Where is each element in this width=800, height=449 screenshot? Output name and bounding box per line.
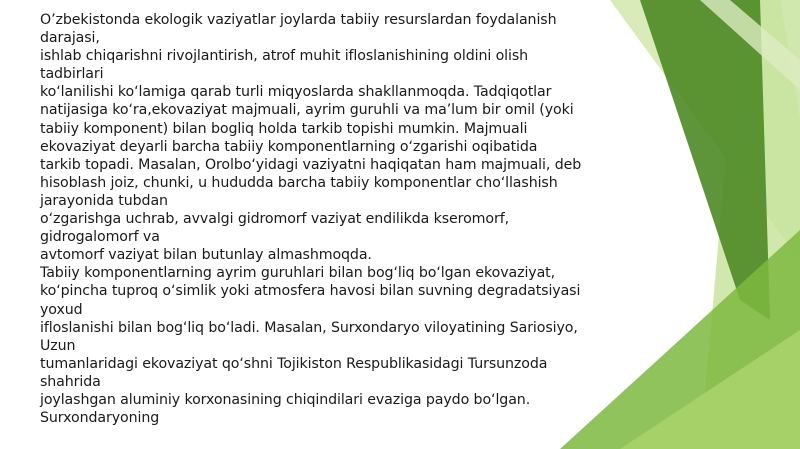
text-line: tabiiy komponent) bilan bogliq holda tarkib topishi mumkin. Majmuali: [40, 120, 528, 137]
text-line: joylashgan aluminiy korxonasining chiqindilari evaziga paydo bo‘lgan.: [40, 391, 531, 408]
text-line: shahrida: [40, 373, 101, 390]
text-line: jarayonida tubdan: [40, 192, 168, 209]
text-line: o‘zgarishga uchrab, avvalgi gidromorf vaziyat endilikda kseromorf,: [40, 211, 510, 228]
text-line: natijasiga ko‘ra,ekovaziyat majmuali, ayrim guruhli va ma’lum bir omil (yoki: [40, 102, 574, 119]
text-line: gidrogalomorf va: [40, 229, 160, 246]
text-line: Surxondaryoning: [40, 410, 160, 427]
text-line: Tabiiy komponentlarning ayrim guruhlari bilan bog‘liq bo‘lgan ekovaziyat,: [40, 265, 556, 282]
text-line: ekovaziyat deyarli barcha tabiiy komponentlarning o‘zgarishi oqibatida: [40, 138, 538, 155]
text-line: tumanlaridagi ekovaziyat qo‘shni Tojikiston Respublikasidagi Tursunzoda: [40, 355, 548, 372]
slide-body-text: [40, 11, 625, 427]
text-line: avtomorf vaziyat bilan butunlay almashmoqda.: [40, 247, 372, 264]
decor-shape-dark-wedge: [640, 0, 770, 320]
text-line: tadbirlari: [40, 66, 104, 83]
text-line: ishlab chiqarishni rivojlantirish, atrof muhit ifloslanishining oldini olish: [40, 48, 529, 65]
text-line: ko‘pincha tuproq o‘simlik yoki atmosfera havosi bilan suvning degradatsiyasi: [40, 283, 581, 300]
text-line: tarkib topadi. Masalan, Orolbo‘yidagi vaziyatni haqiqatan ham majmuali, deb: [40, 156, 582, 173]
text-line: O’zbekistonda ekologik vaziyatlar joylarda tabiiy resurslardan foydalanish: [40, 12, 557, 28]
text-line: yoxud: [40, 301, 83, 318]
text-line: ifloslanishi bilan bog‘liq bo‘ladi. Masalan, Surxondaryo viloyatining Sariosiyo,: [40, 319, 578, 336]
text-line: hisoblash joiz, chunki, u hududda barcha tabiiy komponentlar cho‘llashish: [40, 174, 558, 191]
text-line: ko‘lanilishi ko‘lamiga qarab turli miqyoslarda shakllanmoqda. Tadqiqotlar: [40, 84, 552, 101]
text-line: darajasi,: [40, 30, 100, 47]
text-line: Uzun: [40, 337, 76, 354]
